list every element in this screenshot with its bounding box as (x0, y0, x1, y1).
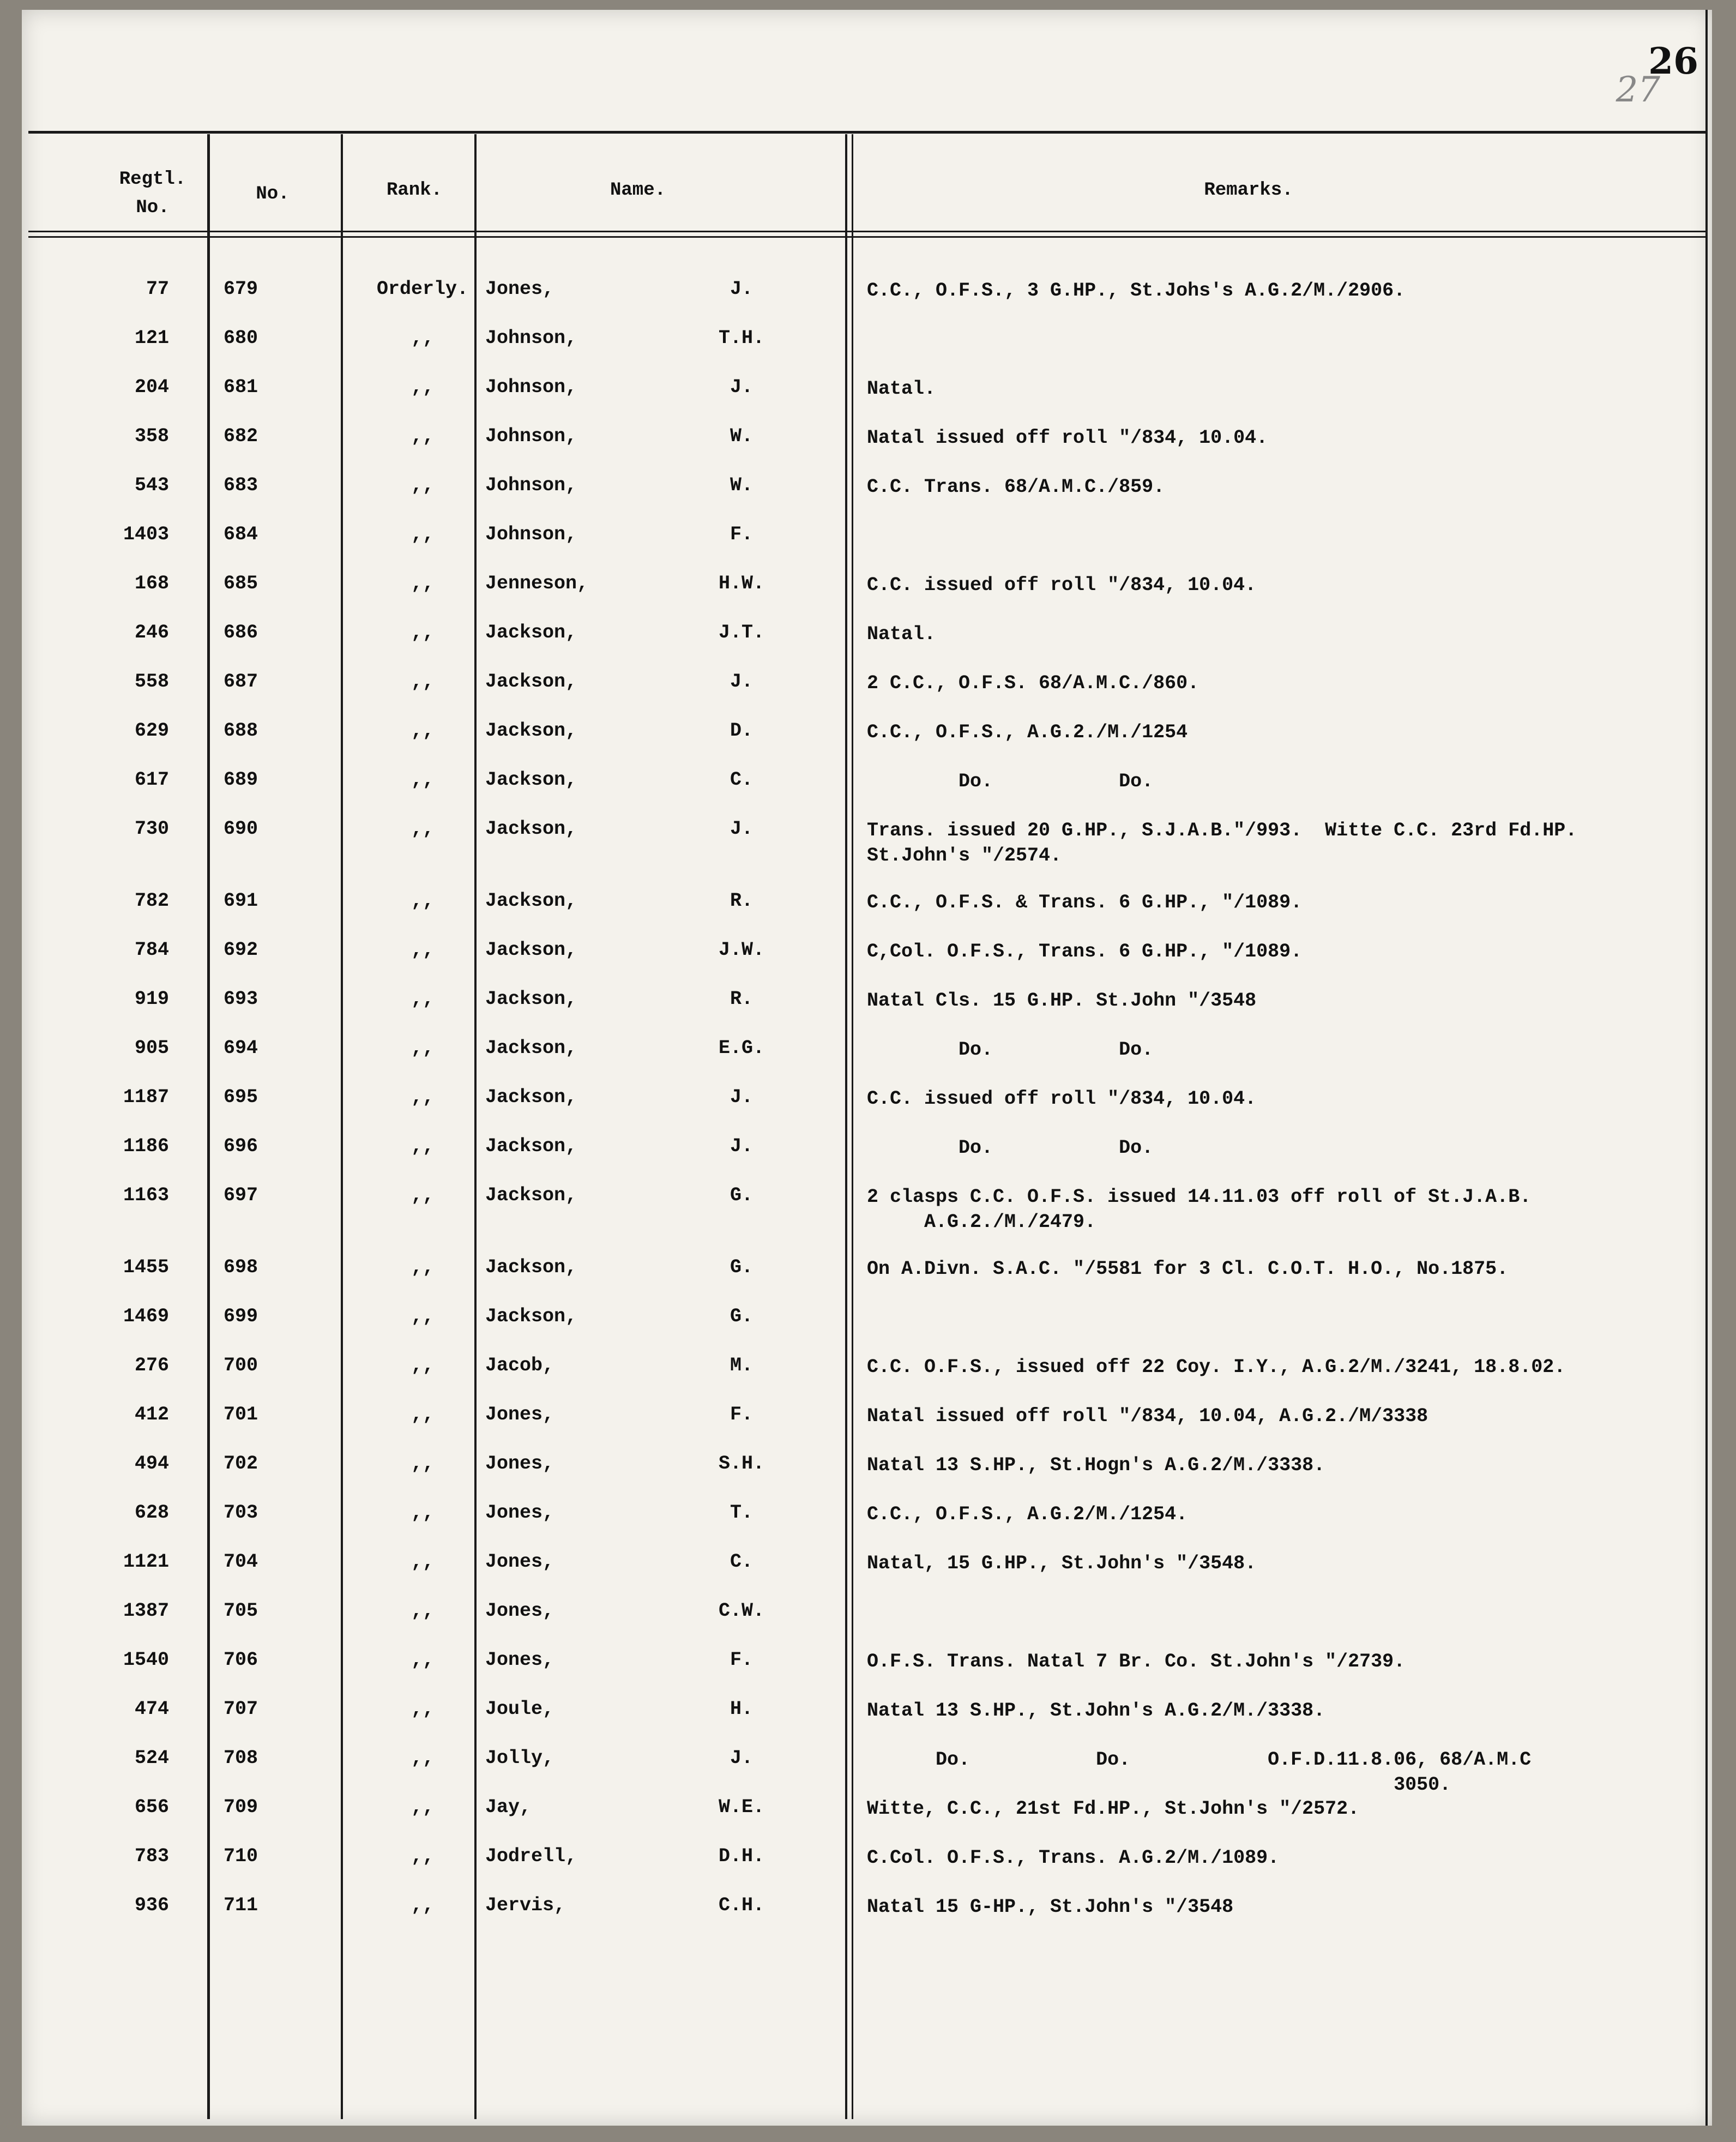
surname-cell: Johnson, (485, 327, 577, 349)
table-row (22, 327, 1712, 360)
regtl-no-cell: 784 (134, 939, 169, 961)
no-cell: 700 (224, 1355, 258, 1376)
initials-cell: D. (730, 720, 753, 742)
initials-cell: T. (730, 1502, 753, 1524)
initials-cell: G. (730, 1305, 753, 1327)
regtl-no-cell: 494 (134, 1453, 169, 1475)
table-row (22, 671, 1712, 703)
regtl-no-cell: 1455 (123, 1256, 169, 1278)
regtl-no-cell: 628 (134, 1502, 169, 1524)
remarks-cell: On A.Divn. S.A.C. "/5581 for 3 Cl. C.O.T. H.O., No.1875. (867, 1258, 1509, 1280)
surname-cell: Jones, (485, 278, 554, 300)
surname-cell: Jay, (485, 1796, 532, 1818)
table-row (22, 1135, 1712, 1168)
initials-cell: S.H. (718, 1453, 764, 1475)
regtl-no-cell: 905 (134, 1037, 169, 1059)
table-row (22, 988, 1712, 1021)
remarks-cell: Natal. (867, 378, 936, 400)
surname-cell: Jolly, (485, 1747, 554, 1769)
rank-cell: ,, (411, 1404, 434, 1425)
remarks-cell: Do. Do. (867, 1039, 1154, 1061)
rank-cell: ,, (411, 890, 434, 912)
remarks-cell: C.C., O.F.S., A.G.2./M./1254 (867, 721, 1188, 743)
surname-cell: Jackson, (485, 818, 577, 840)
regtl-no-cell: 543 (134, 474, 169, 496)
regtl-no-cell: 246 (134, 622, 169, 643)
table-row (22, 1698, 1712, 1731)
initials-cell: J. (730, 1086, 753, 1108)
remarks-cell: C.C., O.F.S., A.G.2/M./1254. (867, 1503, 1188, 1525)
no-cell: 695 (224, 1086, 258, 1108)
remarks-cell: Natal. (867, 623, 936, 645)
initials-cell: J. (730, 1747, 753, 1769)
regtl-no-cell: 1387 (123, 1600, 169, 1622)
remarks-cell: C,Col. O.F.S., Trans. 6 G.HP., "/1089. (867, 941, 1303, 962)
surname-cell: Jenneson, (485, 573, 589, 594)
surname-cell: Jodrell, (485, 1845, 577, 1867)
no-cell: 693 (224, 988, 258, 1010)
header-top-rule (28, 131, 1705, 134)
table-row (22, 769, 1712, 802)
remarks-cell: Do. Do. O.F.D.11.8.06, 68/A.M.C 3050. (936, 1749, 1532, 1796)
no-cell: 688 (224, 720, 258, 742)
remarks-cell: Natal 13 S.HP., St.Hogn's A.G.2/M./3338. (867, 1454, 1325, 1476)
rank-cell: ,, (411, 1135, 434, 1157)
initials-cell: J. (730, 376, 753, 398)
initials-cell: W. (730, 474, 753, 496)
remarks-cell: Natal, 15 G.HP., St.John's "/3548. (867, 1553, 1257, 1574)
no-cell: 710 (224, 1845, 258, 1867)
rank-cell: ,, (411, 1894, 434, 1916)
regtl-no-cell: 1187 (123, 1086, 169, 1108)
no-cell: 705 (224, 1600, 258, 1622)
remarks-cell: Natal issued off roll "/834, 10.04. (867, 427, 1268, 449)
initials-cell: C. (730, 1551, 753, 1573)
no-cell: 686 (224, 622, 258, 643)
no-cell: 697 (224, 1184, 258, 1206)
rank-cell: ,, (411, 988, 434, 1010)
remarks-cell: C.C. O.F.S., issued off 22 Coy. I.Y., A.G.2/M./3241, 18.8.02. (867, 1356, 1566, 1378)
surname-cell: Jacob, (485, 1355, 554, 1376)
regtl-no-cell: 1186 (123, 1135, 169, 1157)
page-number: 26 (1648, 40, 1698, 82)
header-bottom-rule (28, 231, 1705, 232)
regtl-no-cell: 1469 (123, 1305, 169, 1327)
rank-cell: ,, (411, 1256, 434, 1278)
regtl-no-cell: 168 (134, 573, 169, 594)
rank-cell: ,, (411, 622, 434, 643)
rank-cell: ,, (411, 524, 434, 545)
regtl-no-cell: 1403 (123, 524, 169, 545)
regtl-no-cell: 1121 (123, 1551, 169, 1573)
initials-cell: J.W. (718, 939, 764, 961)
rank-cell: ,, (411, 1184, 434, 1206)
no-cell: 680 (224, 327, 258, 349)
surname-cell: Jackson, (485, 1135, 577, 1157)
rank-cell: ,, (411, 1037, 434, 1059)
table-row (22, 1502, 1712, 1535)
no-cell: 682 (224, 425, 258, 447)
surname-cell: Jackson, (485, 1305, 577, 1327)
surname-cell: Johnson, (485, 474, 577, 496)
surname-cell: Jackson, (485, 1086, 577, 1108)
rank-cell: ,, (411, 1305, 434, 1327)
remarks-cell: C.C., O.F.S., 3 G.HP., St.Johs's A.G.2/M./2906. (867, 280, 1406, 302)
no-cell: 706 (224, 1649, 258, 1671)
regtl-no-cell: 77 (146, 278, 169, 300)
rank-cell: ,, (411, 671, 434, 693)
regtl-no-cell: 617 (134, 769, 169, 791)
surname-cell: Jackson, (485, 939, 577, 961)
no-cell: 707 (224, 1698, 258, 1720)
initials-cell: W. (730, 425, 753, 447)
no-cell: 692 (224, 939, 258, 961)
table-row (22, 1404, 1712, 1436)
table-row (22, 1894, 1712, 1927)
remarks-cell: Do. Do. (867, 771, 1154, 792)
no-cell: 696 (224, 1135, 258, 1157)
table-row (22, 1845, 1712, 1878)
header-regtl-no: Regtl. No. (119, 169, 186, 218)
no-cell: 687 (224, 671, 258, 693)
no-cell: 702 (224, 1453, 258, 1475)
regtl-no-cell: 1163 (123, 1184, 169, 1206)
rank-cell: ,, (411, 1502, 434, 1524)
table-row (22, 524, 1712, 556)
surname-cell: Johnson, (485, 376, 577, 398)
rank-cell: ,, (411, 818, 434, 840)
regtl-no-cell: 656 (134, 1796, 169, 1818)
rank-cell: ,, (411, 327, 434, 349)
initials-cell: C. (730, 769, 753, 791)
table-row (22, 1184, 1712, 1233)
table-row (22, 1747, 1712, 1796)
remarks-cell: C.C. issued off roll "/834, 10.04. (867, 574, 1257, 596)
no-cell: 681 (224, 376, 258, 398)
table-row (22, 890, 1712, 923)
remarks-cell: Natal 15 G-HP., St.John's "/3548 (867, 1896, 1234, 1918)
initials-cell: F. (730, 524, 753, 545)
initials-cell: J. (730, 818, 753, 840)
no-cell: 698 (224, 1256, 258, 1278)
rank-cell: ,, (411, 474, 434, 496)
register-page (22, 10, 1712, 2126)
regtl-no-cell: 1540 (123, 1649, 169, 1671)
rank-cell: ,, (411, 1355, 434, 1376)
initials-cell: J.T. (718, 622, 764, 643)
no-cell: 711 (224, 1894, 258, 1916)
surname-cell: Jones, (485, 1502, 554, 1524)
surname-cell: Johnson, (485, 524, 577, 545)
no-cell: 694 (224, 1037, 258, 1059)
rank-cell: ,, (411, 1086, 434, 1108)
table-row (22, 1453, 1712, 1485)
rank-cell: ,, (411, 1747, 434, 1769)
table-row (22, 1305, 1712, 1338)
initials-cell: E.G. (718, 1037, 764, 1059)
header-rank: Rank. (386, 180, 443, 201)
rank-cell: ,, (411, 1453, 434, 1475)
no-cell: 689 (224, 769, 258, 791)
no-cell: 704 (224, 1551, 258, 1573)
header-bottom-rule-2 (28, 236, 1705, 238)
regtl-no-cell: 474 (134, 1698, 169, 1720)
surname-cell: Jackson, (485, 720, 577, 742)
rank-cell: ,, (411, 376, 434, 398)
rank-cell: ,, (411, 573, 434, 594)
remarks-cell: C.C. issued off roll "/834, 10.04. (867, 1088, 1257, 1110)
surname-cell: Jackson, (485, 671, 577, 693)
initials-cell: D.H. (718, 1845, 764, 1867)
surname-cell: Jackson, (485, 1184, 577, 1206)
table-row (22, 1037, 1712, 1070)
table-row (22, 278, 1712, 311)
surname-cell: Jones, (485, 1649, 554, 1671)
rank-cell: ,, (411, 1698, 434, 1720)
initials-cell: W.E. (718, 1796, 764, 1818)
surname-cell: Jones, (485, 1404, 554, 1425)
initials-cell: F. (730, 1404, 753, 1425)
initials-cell: M. (730, 1355, 753, 1376)
initials-cell: J. (730, 1135, 753, 1157)
no-cell: 703 (224, 1502, 258, 1524)
table-row (22, 1256, 1712, 1289)
table-row (22, 1551, 1712, 1584)
regtl-no-cell: 936 (134, 1894, 169, 1916)
no-cell: 679 (224, 278, 258, 300)
no-cell: 690 (224, 818, 258, 840)
table-row (22, 1355, 1712, 1387)
no-cell: 701 (224, 1404, 258, 1425)
initials-cell: H. (730, 1698, 753, 1720)
surname-cell: Jervis, (485, 1894, 566, 1916)
initials-cell: G. (730, 1256, 753, 1278)
no-cell: 709 (224, 1796, 258, 1818)
initials-cell: R. (730, 890, 753, 912)
table-row (22, 1796, 1712, 1829)
remarks-cell: Witte, C.C., 21st Fd.HP., St.John's "/2572. (867, 1798, 1360, 1820)
regtl-no-cell: 524 (134, 1747, 169, 1769)
remarks-cell: C.C. Trans. 68/A.M.C./859. (867, 476, 1165, 498)
regtl-no-cell: 783 (134, 1845, 169, 1867)
initials-cell: H.W. (718, 573, 764, 594)
remarks-cell: C.C., O.F.S. & Trans. 6 G.HP., "/1089. (867, 892, 1303, 913)
header-remarks: Remarks. (1204, 180, 1293, 201)
surname-cell: Jackson, (485, 890, 577, 912)
rank-cell: ,, (411, 1845, 434, 1867)
initials-cell: T.H. (718, 327, 764, 349)
regtl-no-cell: 558 (134, 671, 169, 693)
pencil-page-mark: 27 (1616, 70, 1660, 110)
remarks-cell: Trans. issued 20 G.HP., S.J.A.B."/993. Witte C.C. 23rd Fd.HP. St.John's "/2574. (867, 820, 1577, 867)
rank-cell: Orderly. (376, 278, 469, 300)
surname-cell: Jackson, (485, 1037, 577, 1059)
initials-cell: C.H. (718, 1894, 764, 1916)
surname-cell: Jones, (485, 1600, 554, 1622)
surname-cell: Jones, (485, 1453, 554, 1475)
initials-cell: G. (730, 1184, 753, 1206)
surname-cell: Jackson, (485, 622, 577, 643)
table-row (22, 939, 1712, 972)
regtl-no-cell: 730 (134, 818, 169, 840)
table-row (22, 474, 1712, 507)
regtl-no-cell: 204 (134, 376, 169, 398)
remarks-cell: 2 C.C., O.F.S. 68/A.M.C./860. (867, 672, 1199, 694)
rank-cell: ,, (411, 425, 434, 447)
initials-cell: F. (730, 1649, 753, 1671)
header-no: No. (256, 184, 290, 204)
initials-cell: C.W. (718, 1600, 764, 1622)
surname-cell: Jones, (485, 1551, 554, 1573)
initials-cell: J. (730, 671, 753, 693)
remarks-cell: 2 clasps C.C. O.F.S. issued 14.11.03 off roll of St.J.A.B. A.G.2./M./2479. (867, 1186, 1532, 1233)
table-row (22, 376, 1712, 409)
no-cell: 691 (224, 890, 258, 912)
no-cell: 708 (224, 1747, 258, 1769)
regtl-no-cell: 629 (134, 720, 169, 742)
remarks-cell: O.F.S. Trans. Natal 7 Br. Co. St.John's "/2739. (867, 1651, 1406, 1672)
rank-cell: ,, (411, 720, 434, 742)
regtl-no-cell: 782 (134, 890, 169, 912)
regtl-no-cell: 358 (134, 425, 169, 447)
table-row (22, 1649, 1712, 1682)
table-row (22, 1086, 1712, 1119)
no-cell: 683 (224, 474, 258, 496)
regtl-no-cell: 121 (134, 327, 169, 349)
table-row (22, 622, 1712, 654)
regtl-no-cell: 919 (134, 988, 169, 1010)
table-row (22, 1600, 1712, 1633)
remarks-cell: C.Col. O.F.S., Trans. A.G.2/M./1089. (867, 1847, 1280, 1869)
surname-cell: Johnson, (485, 425, 577, 447)
surname-cell: Jackson, (485, 988, 577, 1010)
table-row (22, 573, 1712, 605)
table-row (22, 818, 1712, 867)
rank-cell: ,, (411, 1600, 434, 1622)
initials-cell: R. (730, 988, 753, 1010)
header-name: Name. (610, 180, 666, 201)
no-cell: 699 (224, 1305, 258, 1327)
rank-cell: ,, (411, 769, 434, 791)
remarks-cell: Natal issued off roll "/834, 10.04, A.G.2./M/3338 (867, 1405, 1428, 1427)
remarks-cell: Do. Do. (867, 1137, 1154, 1159)
remarks-cell: Natal 13 S.HP., St.John's A.G.2/M./3338. (867, 1700, 1325, 1722)
initials-cell: J. (730, 278, 753, 300)
rank-cell: ,, (411, 1551, 434, 1573)
rank-cell: ,, (411, 939, 434, 961)
regtl-no-cell: 276 (134, 1355, 169, 1376)
surname-cell: Joule, (485, 1698, 554, 1720)
rank-cell: ,, (411, 1796, 434, 1818)
remarks-cell: Natal Cls. 15 G.HP. St.John "/3548 (867, 990, 1257, 1012)
no-cell: 685 (224, 573, 258, 594)
table-row (22, 425, 1712, 458)
table-row (22, 720, 1712, 753)
regtl-no-cell: 412 (134, 1404, 169, 1425)
rank-cell: ,, (411, 1649, 434, 1671)
no-cell: 684 (224, 524, 258, 545)
surname-cell: Jackson, (485, 1256, 577, 1278)
surname-cell: Jackson, (485, 769, 577, 791)
